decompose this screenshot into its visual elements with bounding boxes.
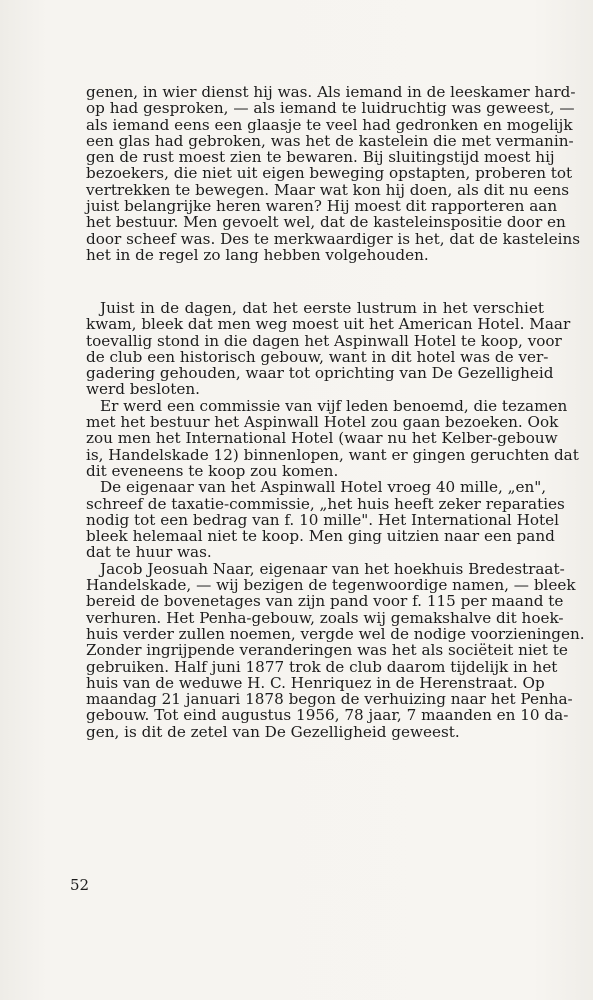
text-line: huis van de weduwe H. C. Henriquez in de Herenstraat. Op xyxy=(86,673,545,692)
text-line: het bestuur. Men gevoelt wel, dat de kasteleinspositie door en xyxy=(86,213,566,232)
text-line: gen, is dit de zetel van De Gezelligheid geweest. xyxy=(86,722,460,741)
text-line: is, Handelskade 12) binnenlopen, want er gingen geruchten dat xyxy=(86,445,579,464)
text-line: schreef de taxatie-commissie, „het huis heeft zeker reparaties xyxy=(86,494,565,513)
text-line: de club een historisch gebouw, want in dit hotel was de ver- xyxy=(86,347,549,366)
text-line: vertrekken te bewegen. Maar wat kon hij doen, als dit nu eens xyxy=(86,180,570,199)
text-line: zou men het International Hotel (waar nu het Kelber-gebouw xyxy=(86,429,558,448)
text-line: huis verder zullen noemen, vergde wel de nodige voorzieningen. xyxy=(86,624,585,643)
text-line: nodig tot een bedrag van f. 10 mille". Het International Hotel xyxy=(86,510,559,529)
text-line: werd besloten. xyxy=(86,380,201,399)
text-line: met het bestuur het Aspinwall Hotel zou gaan bezoeken. Ook xyxy=(86,413,559,432)
text-line: Er werd een commissie van vijf leden benoemd, die tezamen xyxy=(100,396,568,415)
text-line: juist belangrijke heren waren? Hij moest dit rapporteren aan xyxy=(86,197,558,216)
text-line: gebruiken. Half juni 1877 trok de club daarom tijdelijk in het xyxy=(86,657,558,676)
text-line: Juist in de dagen, dat het eerste lustrum in het verschiet xyxy=(100,299,544,317)
text-line: Handelskade, — wij bezigen de tegenwoordige namen, — bleek xyxy=(86,576,576,595)
text-line: als iemand eens een glaasje te veel had gedronken en mogelijk xyxy=(86,115,573,134)
text-line: maandag 21 januari 1878 begon de verhuizing naar het Penha- xyxy=(86,690,573,709)
text-line: Zonder ingrijpende veranderingen was het als sociëteit niet te xyxy=(86,641,568,660)
text-line: het in de regel zo lang hebben volgehouden. xyxy=(86,245,429,264)
text-line: Jacob Jeosuah Naar, eigenaar van het hoekhuis Bredestraat- xyxy=(100,559,565,578)
text-line: gebouw. Tot eind augustus 1956, 78 jaar, 7 maanden en 10 da- xyxy=(86,706,569,725)
text-line: verhuren. Het Penha-gebouw, zoals wij gemakshalve dit hoek- xyxy=(86,608,564,627)
text-line: kwam, bleek dat men weg moest uit het American Hotel. Maar xyxy=(86,315,571,334)
page-number: 52 xyxy=(70,876,90,894)
text-line: dat te huur was. xyxy=(86,543,212,562)
paragraph-verhuizing xyxy=(86,299,585,741)
text-line: bereid de bovenetages van zijn pand voor f. 115 per maand te xyxy=(86,592,564,611)
paragraph-kastelein xyxy=(86,83,581,264)
text-line: De eigenaar van het Aspinwall Hotel vroeg 40 mille, „en", xyxy=(100,478,547,497)
text-line: een glas had gebroken, was het de kastelein die met vermanin- xyxy=(86,131,574,150)
text-line: toevallig stond in die dagen het Aspinwall Hotel te koop, voor xyxy=(86,331,562,350)
text-line: gadering gehouden, waar tot oprichting van De Gezelligheid xyxy=(86,364,554,383)
text-line: door scheef was. Des te merkwaardiger is het, dat de kasteleins xyxy=(86,229,581,248)
text-line: gen de rust moest zien te bewaren. Bij sluitingstijd moest hij xyxy=(86,148,555,167)
text-line: genen, in wier dienst hij was. Als iemand in de leeskamer hard- xyxy=(86,83,576,101)
text-line: dit eveneens te koop zou komen. xyxy=(86,461,339,480)
text-line: bleek helemaal niet te koop. Men ging uitzien naar een pand xyxy=(86,527,555,546)
text-line: op had gesproken, — als iemand te luidruchtig was geweest, — xyxy=(86,99,575,118)
text-line: bezoekers, die niet uit eigen beweging opstapten, proberen tot xyxy=(86,164,573,183)
